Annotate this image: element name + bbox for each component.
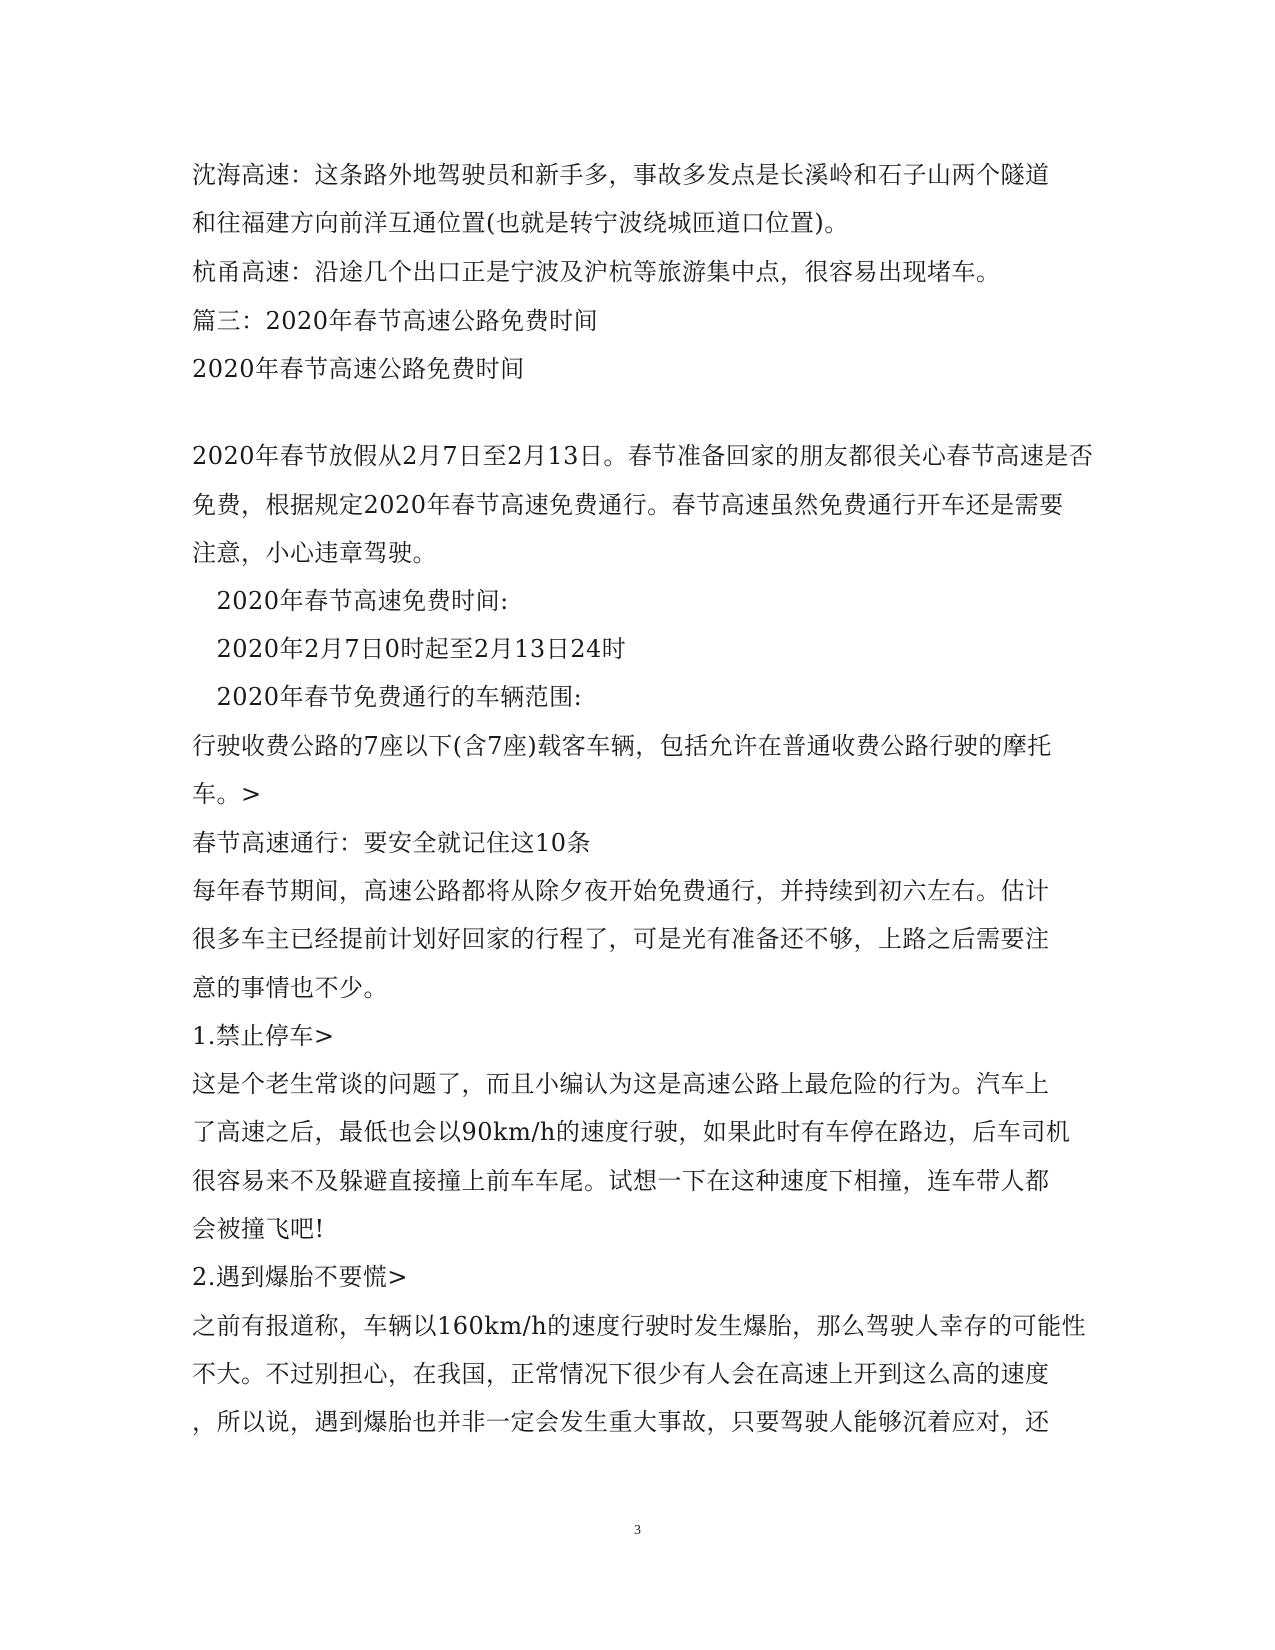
paragraph-line: 行驶收费公路的7座以下(含7座)载客车辆，包括允许在普通收费公路行驶的摩托 <box>192 732 1052 760</box>
paragraph-line: 杭甬高速：沿途几个出口正是宁波及沪杭等旅游集中点，很容易出现堵车。 <box>192 258 1001 286</box>
paragraph-line: 沈海高速：这条路外地驾驶员和新手多，事故多发点是长溪岭和石子山两个隧道 <box>192 161 1050 189</box>
paragraph-line: 车。> <box>192 780 262 808</box>
paragraph-line: 和往福建方向前洋互通位置(也就是转宁波绕城匝道口位置)。 <box>192 209 849 237</box>
paragraph-line: 意的事情也不少。 <box>192 974 388 1002</box>
page-number: 3 <box>634 1523 641 1538</box>
paragraph-line: 2020年春节放假从2月7日至2月13日。春节准备回家的朋友都很关心春节高速是否 <box>192 442 1094 470</box>
paragraph-line: 了高速之后，最低也会以90km/h的速度行驶，如果此时有车停在路边，后车司机 <box>192 1118 1071 1146</box>
section-heading: 春节高速通行：要安全就记住这10条 <box>192 829 592 857</box>
list-heading: 2.遇到爆胎不要慌> <box>192 1263 409 1291</box>
paragraph-line: 这是个老生常谈的问题了，而且小编认为这是高速公路上最危险的行为。汽车上 <box>192 1070 1050 1098</box>
paragraph-line: 2020年春节高速免费时间: <box>192 587 509 615</box>
paragraph-line: 会被撞飞吧! <box>192 1215 325 1243</box>
paragraph-line: 2020年春节免费通行的车辆范围: <box>192 683 583 711</box>
paragraph-line: 很容易来不及躲避直接撞上前车车尾。试想一下在这种速度下相撞，连车带人都 <box>192 1167 1050 1195</box>
paragraph-line: ，所以说，遇到爆胎也并非一定会发生重大事故，只要驾驶人能够沉着应对，还 <box>192 1408 1050 1436</box>
paragraph-line: 每年春节期间，高速公路都将从除夕夜开始免费通行，并持续到初六左右。估计 <box>192 877 1050 905</box>
list-heading: 1.禁止停车> <box>192 1022 335 1050</box>
paragraph-line: 很多车主已经提前计划好回家的行程了，可是光有准备还不够，上路之后需要注 <box>192 925 1050 953</box>
paragraph-line: 不大。不过别担心，在我国，正常情况下很少有人会在高速上开到这么高的速度 <box>192 1360 1050 1388</box>
subtitle: 2020年春节高速公路免费时间 <box>192 355 525 383</box>
section-heading: 篇三：2020年春节高速公路免费时间 <box>192 307 599 335</box>
paragraph-line: 2020年2月7日0时起至2月13日24时 <box>192 635 627 663</box>
paragraph-line: 之前有报道称，车辆以160km/h的速度行驶时发生爆胎，那么驾驶人幸存的可能性 <box>192 1312 1087 1340</box>
paragraph-line: 免费，根据规定2020年春节高速免费通行。春节高速虽然免费通行开车还是需要 <box>192 491 1064 519</box>
paragraph-line: 注意，小心违章驾驶。 <box>192 539 437 567</box>
